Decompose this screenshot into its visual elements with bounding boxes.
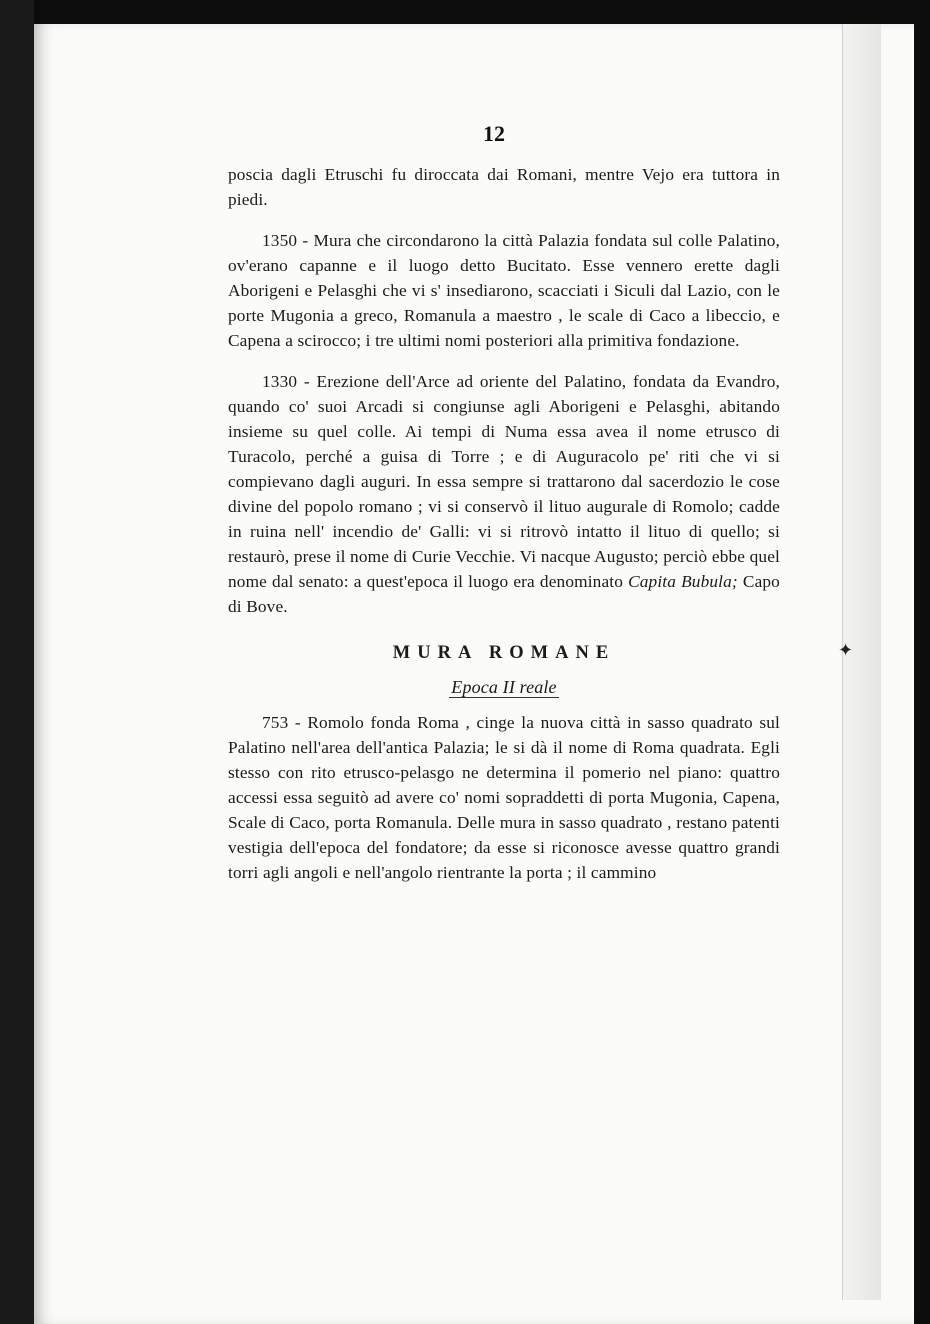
scan-border-right — [915, 0, 930, 1324]
page-body — [228, 162, 780, 885]
paragraph-continuation: poscia dagli Etruschi fu diroccata dai Romani, mentre Vejo era tuttora in piedi. — [228, 165, 780, 209]
paragraph-1330-end: Capo di Bove. — [228, 572, 780, 616]
paragraph-1350: 1350 - Mura che circondarono la città Palazia fondata sul colle Palatino, ov'erano capanne e il luogo detto Bucitato. Esse vennero erette dagli Aborigeni e Pelasghi che vi s' insediarono, scacciati i Siculi dal Lazio, con le porte Mugonia a greco, Romanula a maestro , le scale di Caco a libeccio, e Capena a scirocco; i tre ultimi nomi posteriori alla primitiva fondazione. — [228, 231, 780, 350]
subheading-text: Epoca II reale — [451, 677, 557, 697]
paragraph-753: 753 - Romolo fonda Roma , cinge la nuova città in sasso quadrato sul Palatino nell'area dell'antica Palazia; le si dà il nome di Roma quadrata. Egli stesso con rito etrusco-pelasgo ne determina il pomerio nel piano: quattro accessi essa seguitò ad avere co' nomi sopraddetti di porta Mugonia, Capena, Scale di Caco, porta Romanula. Delle mura in sasso quadrato , restano patenti vestigia dell'epoca del fondatore; da esse si riconosce avesse quattro grandi torri agli angoli e nell'angolo rientrante la porta ; il cammino — [228, 713, 780, 882]
scan-border-top — [0, 0, 930, 24]
italic-term: Capita Bubula; — [628, 572, 738, 591]
page-number: 12 — [483, 121, 505, 146]
next-page-edge — [842, 24, 881, 1300]
section-heading: MURA ROMANE — [392, 643, 616, 663]
edge-mark-icon: ✦ — [838, 640, 854, 660]
scan-border-left — [0, 0, 34, 1324]
paragraph-1330-text: 1330 - Erezione dell'Arce ad oriente del Palatino, fondata da Evandro, quando co' suoi Arcadi si congiunse agli Aborigeni e Pelasghi, abitando insieme su quel colle. Ai tempi di Numa essa avea il nome etrusco di Turacolo, perché a guisa di Torre ; e di Auguracolo pe' riti che vi si compievano dagli auguri. In essa sempre si trattarono dal sacerdozio le cose divine del popolo romano ; vi si conservò il lituo augurale di Romolo; cadde in ruina nell' incendio de' Galli: vi si ritrovò intatto il lituo di quello; si restaurò, prese il nome di Curie Vecchie. Vi nacque Augusto; perciò ebbe quel nome dal senato: a quest'epoca il luogo era denominato — [228, 372, 780, 591]
paragraph-1330 — [228, 369, 780, 619]
section-subheading — [228, 675, 780, 700]
